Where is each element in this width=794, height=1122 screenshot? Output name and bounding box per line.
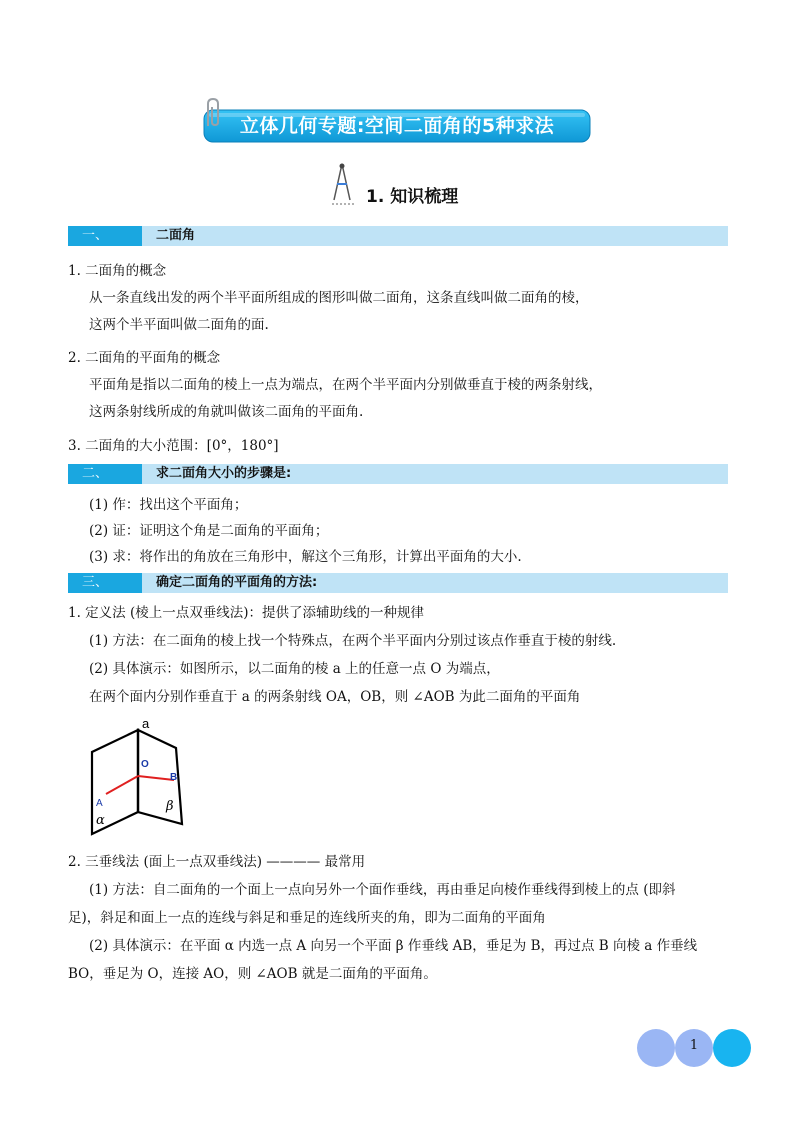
text-line: 在两个面内分别作垂直于 a 的两条射线 OA，OB，则 ∠AOB 为此二面角的平面角 (89, 689, 581, 705)
section-heading (328, 158, 528, 208)
text-line: 足)，斜足和面上一点的连线与斜足和垂足的连线所夹的角，即为二面角的平面角 (68, 910, 546, 926)
text-line: (2) 具体演示：如图所示，以二面角的棱 a 上的任意一点 O 为端点， (89, 661, 500, 677)
section-bar-3 (68, 573, 728, 593)
text-line: 这两条射线所成的角就叫做该二面角的平面角. (89, 404, 364, 420)
point-b-label: B (170, 772, 178, 783)
alpha-label: α (96, 813, 105, 828)
bar-label: 求二面角大小的步骤是: (156, 466, 292, 481)
text-line: (2) 证：证明这个角是二面角的平面角； (89, 523, 329, 539)
point-o-label: O (141, 759, 149, 770)
compass-ruler-icon (328, 160, 358, 206)
title-banner (203, 108, 591, 144)
page-number: 1 (689, 1038, 699, 1053)
bar-label: 确定二面角的平面角的方法: (156, 575, 318, 590)
edge-label: a (142, 716, 150, 731)
bar-tag: 三、 (68, 573, 142, 593)
bar-tag: 二、 (68, 464, 142, 484)
text-line: 平面角是指以二面角的棱上一点为端点，在两个半平面内分别做垂直于棱的两条射线， (89, 377, 602, 393)
text-line: 2. 三垂线法 (面上一点双垂线法) ———— 最常用 (68, 854, 366, 870)
text-line: BO，垂足为 O，连接 AO，则 ∠AOB 就是二面角的平面角。 (68, 966, 437, 982)
section-title: 1. 知识梳理 (366, 187, 459, 207)
page-title: 立体几何专题:空间二面角的5种求法 (239, 115, 555, 137)
text-line: (2) 具体演示：在平面 α 内选一点 A 向另一个平面 β 作垂线 AB，垂足为 B，再过点 B 向棱 a 作垂线 (89, 938, 698, 954)
text-line: 3. 二面角的大小范围：[0°，180°] (68, 438, 279, 454)
text-line: 这两个半平面叫做二面角的面. (89, 317, 269, 333)
text-line: 从一条直线出发的两个半平面所组成的图形叫做二面角，这条直线叫做二面角的棱， (89, 290, 589, 306)
bar-label: 二面角 (156, 228, 196, 243)
bar-tag: 一、 (68, 226, 142, 246)
text-line: 2. 二面角的平面角的概念 (68, 350, 221, 366)
text-line: (1) 方法：自二面角的一个面上一点向另外一个面作垂线，再由垂足向棱作垂线得到棱上的点 (即斜 (89, 882, 676, 898)
text-line: (3) 求：将作出的角放在三角形中，解这个三角形，计算出平面角的大小. (89, 549, 522, 565)
text-line: 1. 二面角的概念 (68, 263, 167, 279)
paperclip-icon (200, 96, 226, 130)
text-line: (1) 作：找出这个平面角； (89, 497, 248, 513)
ray-oa (106, 776, 138, 794)
section-bar-2 (68, 464, 728, 484)
section-bar-1 (68, 226, 728, 246)
text-line: 1. 定义法 (棱上一点双垂线法)：提供了添辅助线的一种规律 (68, 605, 424, 621)
page-number-badge (636, 1028, 752, 1068)
text-line: (1) 方法：在二面角的棱上找一个特殊点，在两个半平面内分别过该点作垂直于棱的射线. (89, 633, 617, 649)
dihedral-figure (80, 716, 200, 840)
ray-ob (138, 776, 174, 780)
beta-label: β (166, 799, 174, 814)
point-a-label: A (96, 798, 103, 809)
